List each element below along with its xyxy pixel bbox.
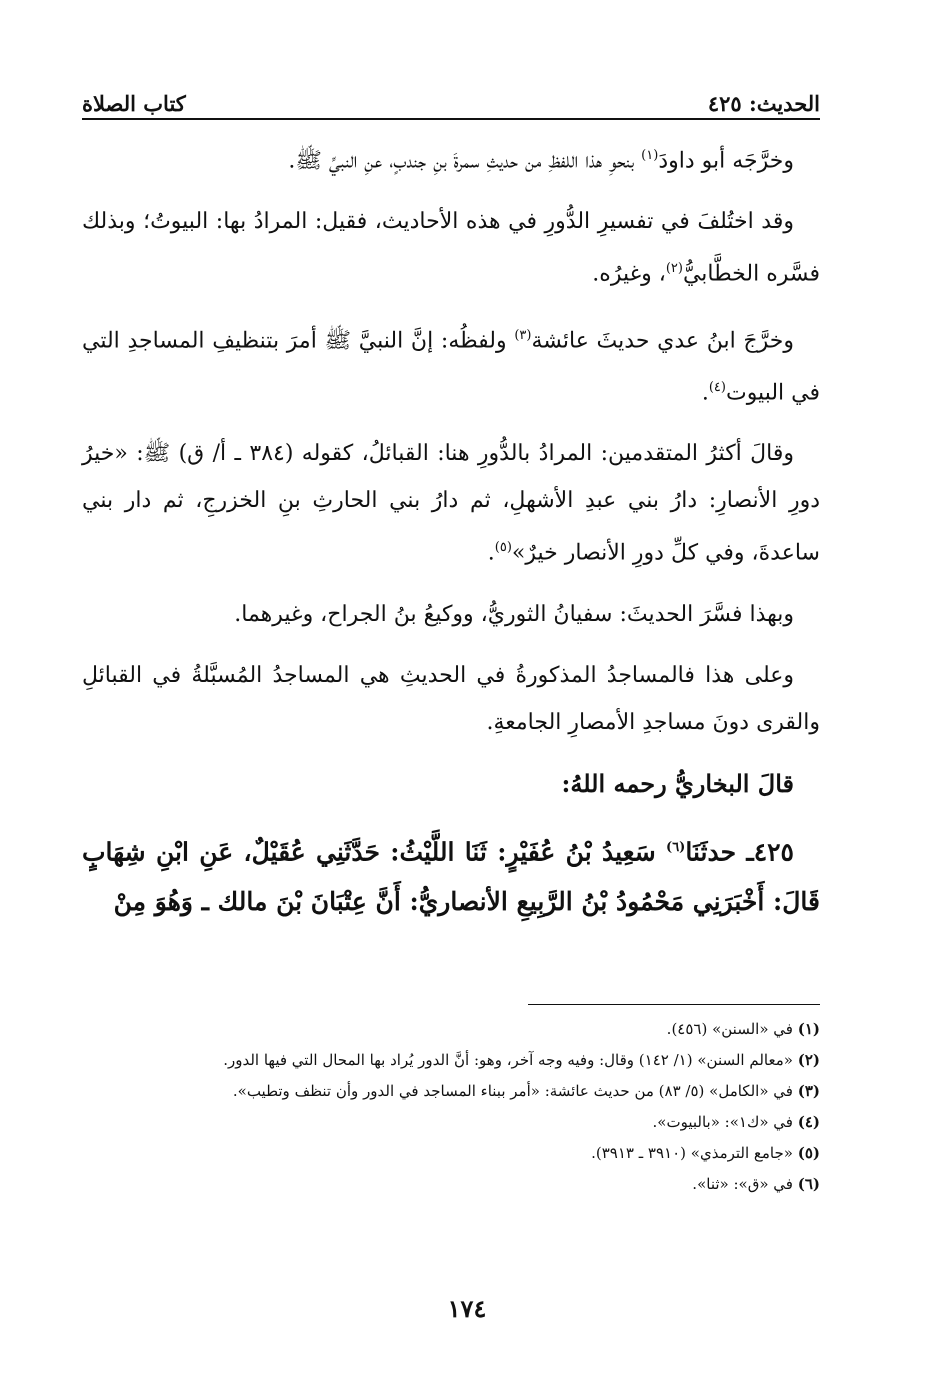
paragraph-1: وخرَّجَه أبو داودَ$^{(١)}$ بنحوِ هذا اللفظِ من حديثِ سمرةَ بنِ جندبٍ، عنِ النبيِّ ﷺ. — [288, 148, 794, 174]
footnotes — [82, 1014, 820, 1200]
running-header — [82, 82, 820, 116]
main-text — [82, 132, 820, 927]
paragraph-4: وقالَ أكثرُ المتقدمين: المرادُ بالدُّورِ هنا: القبائلُ، كقوله (٣٨٤ ـ أ/ ق) ﷺ: «خيرُ دورِ الأنصارِ: دارُ بني عبدِ الأشهلِ، ثم دارُ بني الحارثِ بنِ الخزرجِ، ثم دار بني ساعدةَ، وفي كلِّ دورِ الأنصار خيرٌ»$^{(٥)}$. — [82, 441, 820, 566]
footnote-5: (٥) «جامع الترمذي» (٣٩١٠ ـ ٣٩١٣). — [591, 1144, 820, 1162]
footnote-4: (٤) في «ك١»: «بالبيوت». — [652, 1113, 820, 1131]
paragraph-3: وخرَّجَ ابنُ عدي حديثَ عائشة$^{(٣)}$ ولفظُه: إنَّ النبيَّ ﷺ أمرَ بتنظيفِ المساجدِ التي في البيوت$^{(٤)}$. — [82, 327, 820, 406]
paragraph-5: وبهذا فسَّرَ الحديثَ: سفيانُ الثوريُّ، ووكيعُ بنُ الجراح، وغيرهما. — [234, 601, 794, 627]
hadith-text: ٤٢٥ـ حدثَنَا$^{(٦)}$ سَعِيدُ بْنُ عُفَيْرٍ: ثَنَا اللَّيْثُ: حَدَّثَنِي عُقَيْلٌ، عَنِ ابْنِ شِهَابٍ قَالَ: أَخْبَرَنِي مَحْمُودُ بْنُ الرَّبِيعِ الأنصاريُّ: أَنَّ عِتْبَانَ بْنَ مالك ـ وَهُوَ مِنْ — [82, 836, 820, 916]
paragraph-2: وقد اختُلفَ في تفسيرِ الدُّورِ في هذه الأحاديث، فقيل: المرادُ بها: البيوتُ؛ وبذلك فسَّره الخطَّابيُّ$^{(٢)}$، وغيرُه. — [82, 209, 820, 287]
footnote-rule — [528, 1004, 820, 1005]
footnote-3: (٣) في «الكامل» (٥/ ٨٣) من حديث عائشة: «أمر ببناء المساجد في الدور وأن تنظف وتطيب». — [232, 1082, 820, 1100]
footnote-6: (٦) في «ق»: «ثنا». — [692, 1175, 820, 1193]
book-title: كتاب الصلاة — [82, 91, 186, 116]
header-rule — [82, 118, 820, 120]
page-number: ١٧٤ — [447, 1294, 487, 1323]
paragraph-6: وعلى هذا فالمساجدُ المذكورةُ في الحديثِ هي المساجدُ المُسبَّلةُ في القبائلِ والقرى دونَ مساجدِ الأمصارِ الجامعةِ. — [82, 662, 820, 735]
section-heading: قالَ البخاريُّ رحمه اللهُ: — [561, 768, 794, 798]
footnote-2: (٢) «معالم السنن» (١/ ١٤٢) وقال: وفيه وجه آخر، وهو: أنَّ الدور يُراد بها المحال التي فيها الدور. — [223, 1051, 820, 1069]
footnote-1: (١) في «السنن» (٤٥٦). — [666, 1020, 820, 1038]
hadith-reference: الحديث: ٤٢٥ — [707, 91, 820, 116]
